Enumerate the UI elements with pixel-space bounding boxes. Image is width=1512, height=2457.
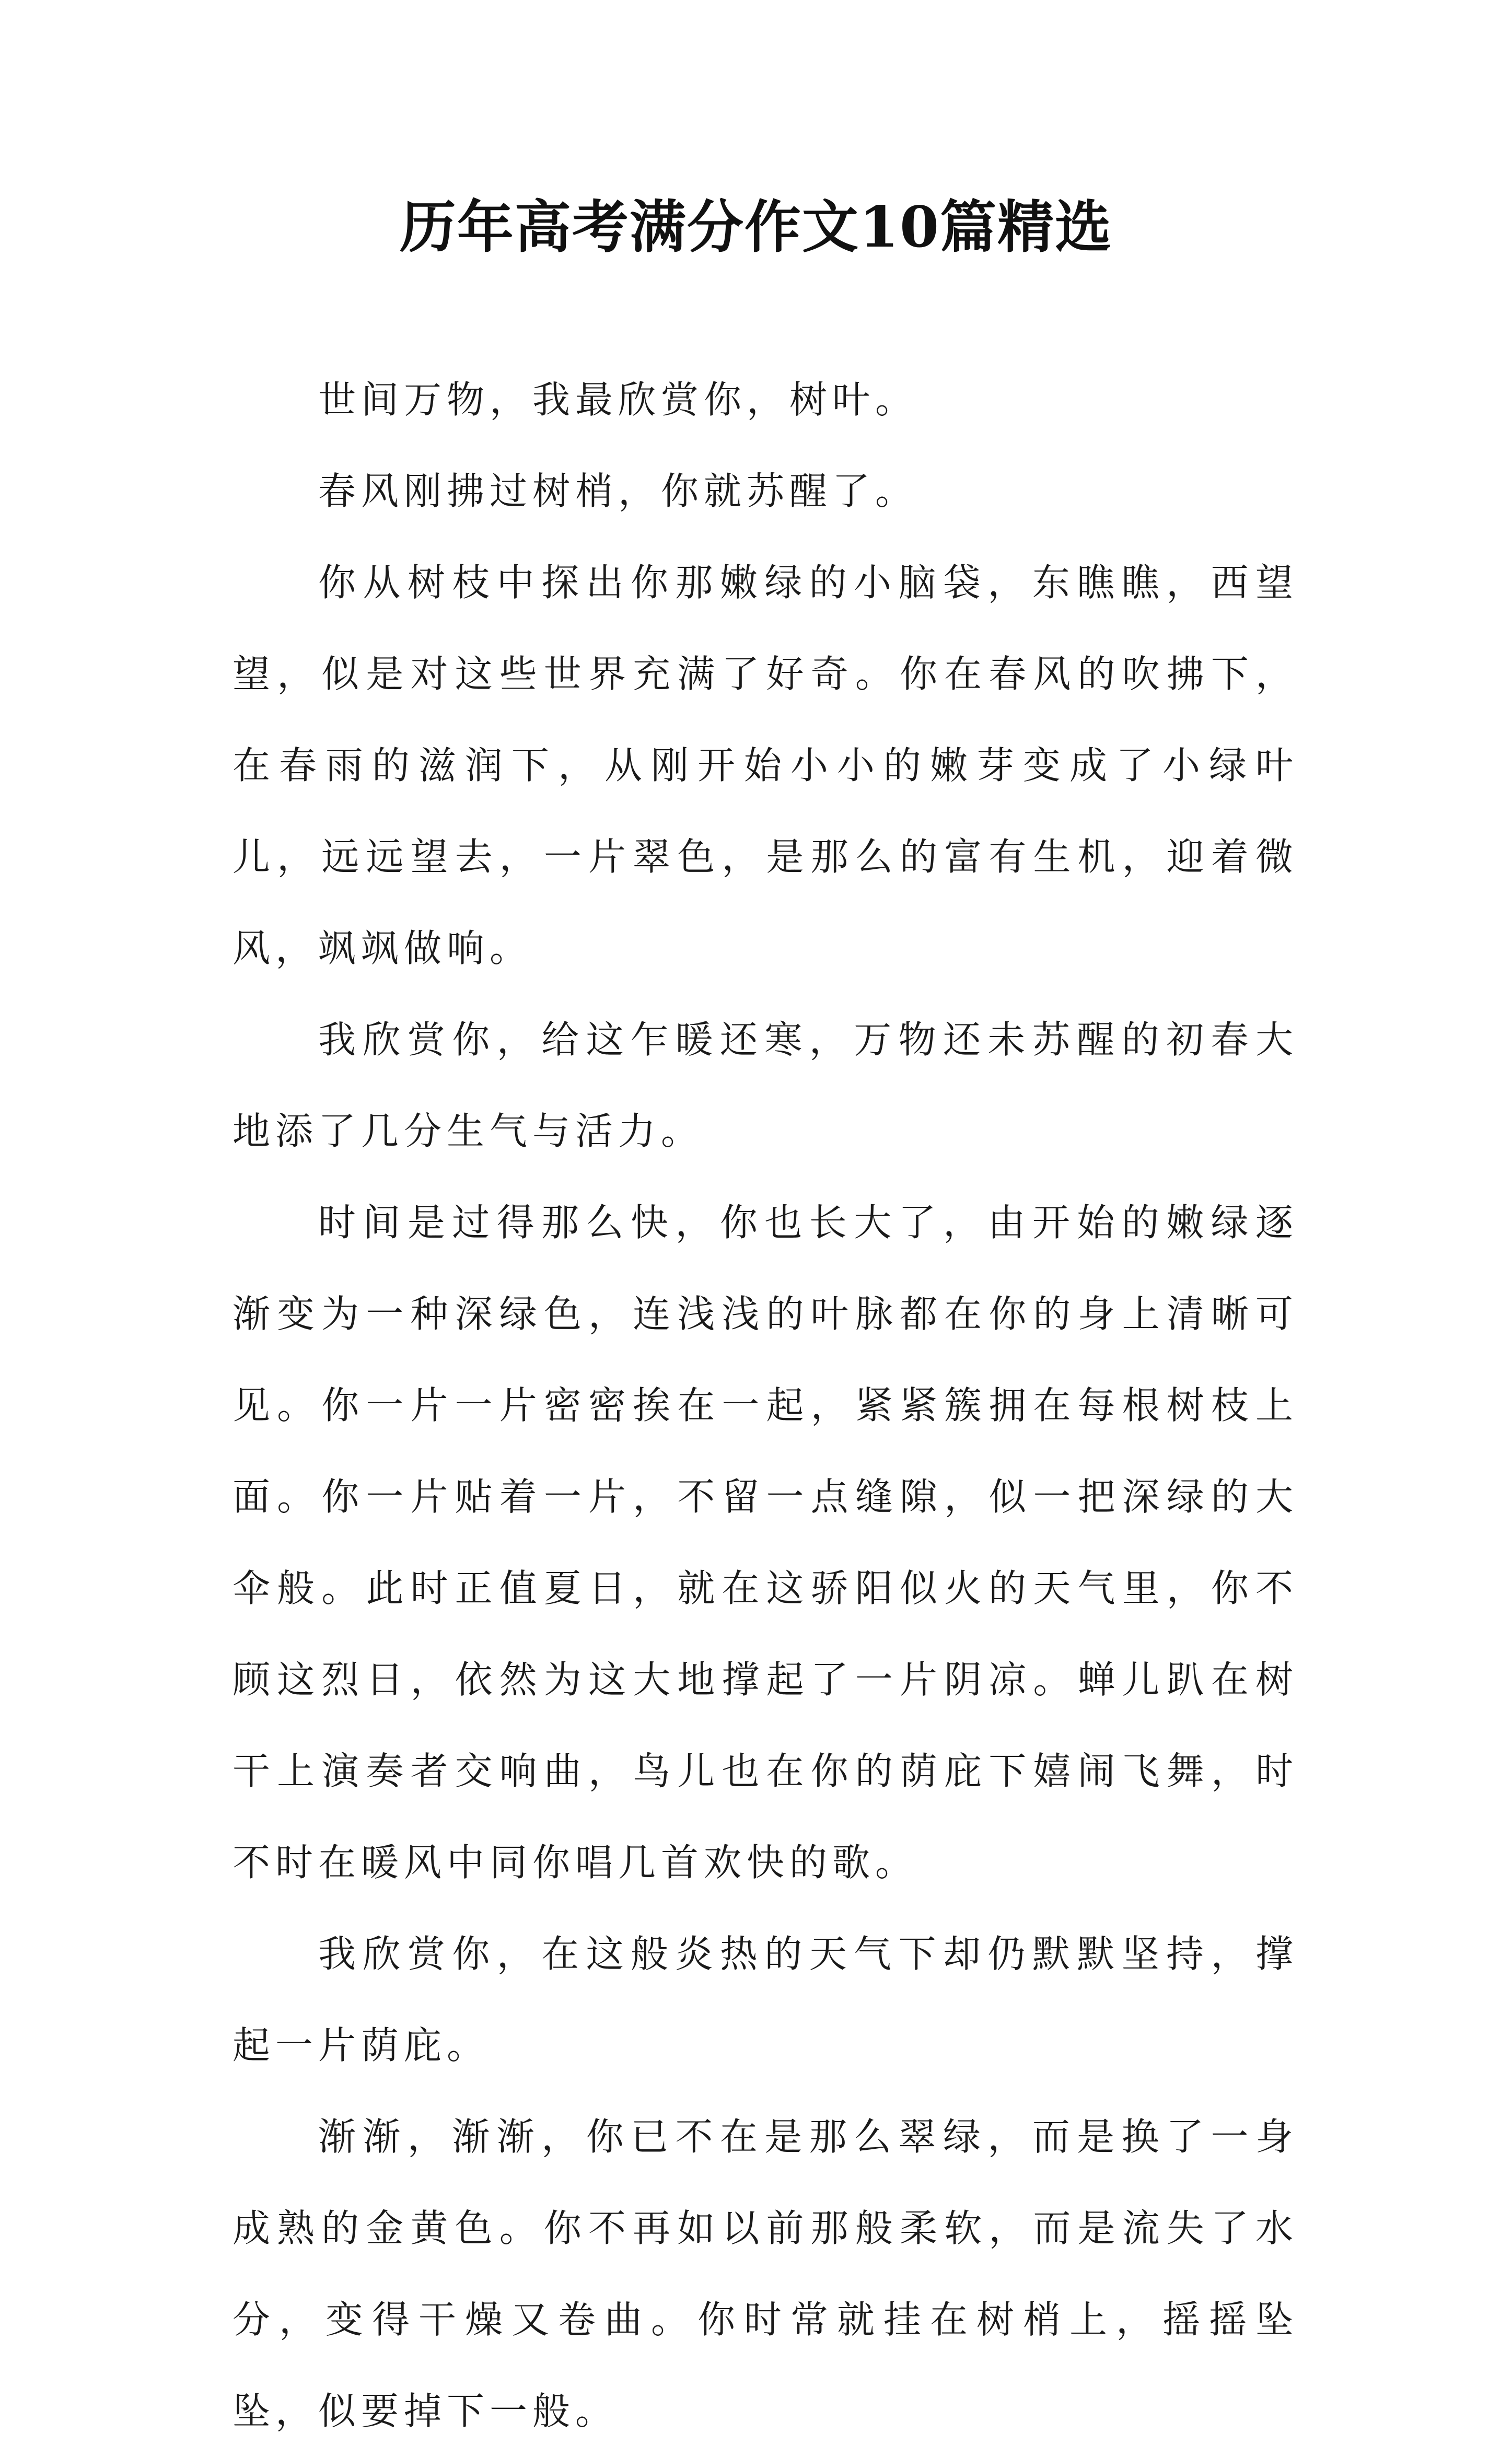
paragraph: 时间是过得那么快，你也长大了，由开始的嫩绿逐渐变为一种深绿色，连浅浅的叶脉都在你的身上清晰可见。你一片一片密密挨在一起，紧紧簇拥在每根树枝上面。你一片贴着一片，不留一点缝隙，似一把深绿的大伞般。此时正值夏日，就在这骄阳似火的天气里，你不顾这烈日，依然为这大地撑起了一片阴凉。蝉儿趴在树干上演奏者交响曲，鸟儿也在你的荫庇下嬉闹飞舞，时不时在暖风中同你唱几首欢快的歌。 [232,1201,1298,1884]
paragraph: 我欣赏你，给这乍暖还寒，万物还未苏醒的初春大地添了几分生气与活力。 [232,1018,1298,1153]
document-body [232,354,1298,2457]
paragraph: 你从树枝中探出你那嫩绿的小脑袋，东瞧瞧，西望望，似是对这些世界充满了好奇。你在春风的吹拂下，在春雨的滋润下，从刚开始小小的嫩芽变成了小绿叶儿，远远望去，一片翠色，是那么的富有生机，迎着微风，飒飒做响。 [232,561,1298,970]
paragraph: 我欣赏你，在这般炎热的天气下却仍默默坚持，撑起一片荫庇。 [232,1932,1298,2067]
paragraph: 渐渐，渐渐，你已不在是那么翠绿，而是换了一身成熟的金黄色。你不再如以前那般柔软，而是流失了水分，变得干燥又卷曲。你时常就挂在树梢上，摇摇坠坠，似要掉下一般。 [232,2115,1298,2433]
document-title: 历年高考满分作文10篇精选 [399,194,1113,260]
paragraph: 春风刚拂过树梢，你就苏醒了。 [318,469,918,513]
paragraph: 世间万物，我最欣赏你，树叶。 [318,378,918,422]
